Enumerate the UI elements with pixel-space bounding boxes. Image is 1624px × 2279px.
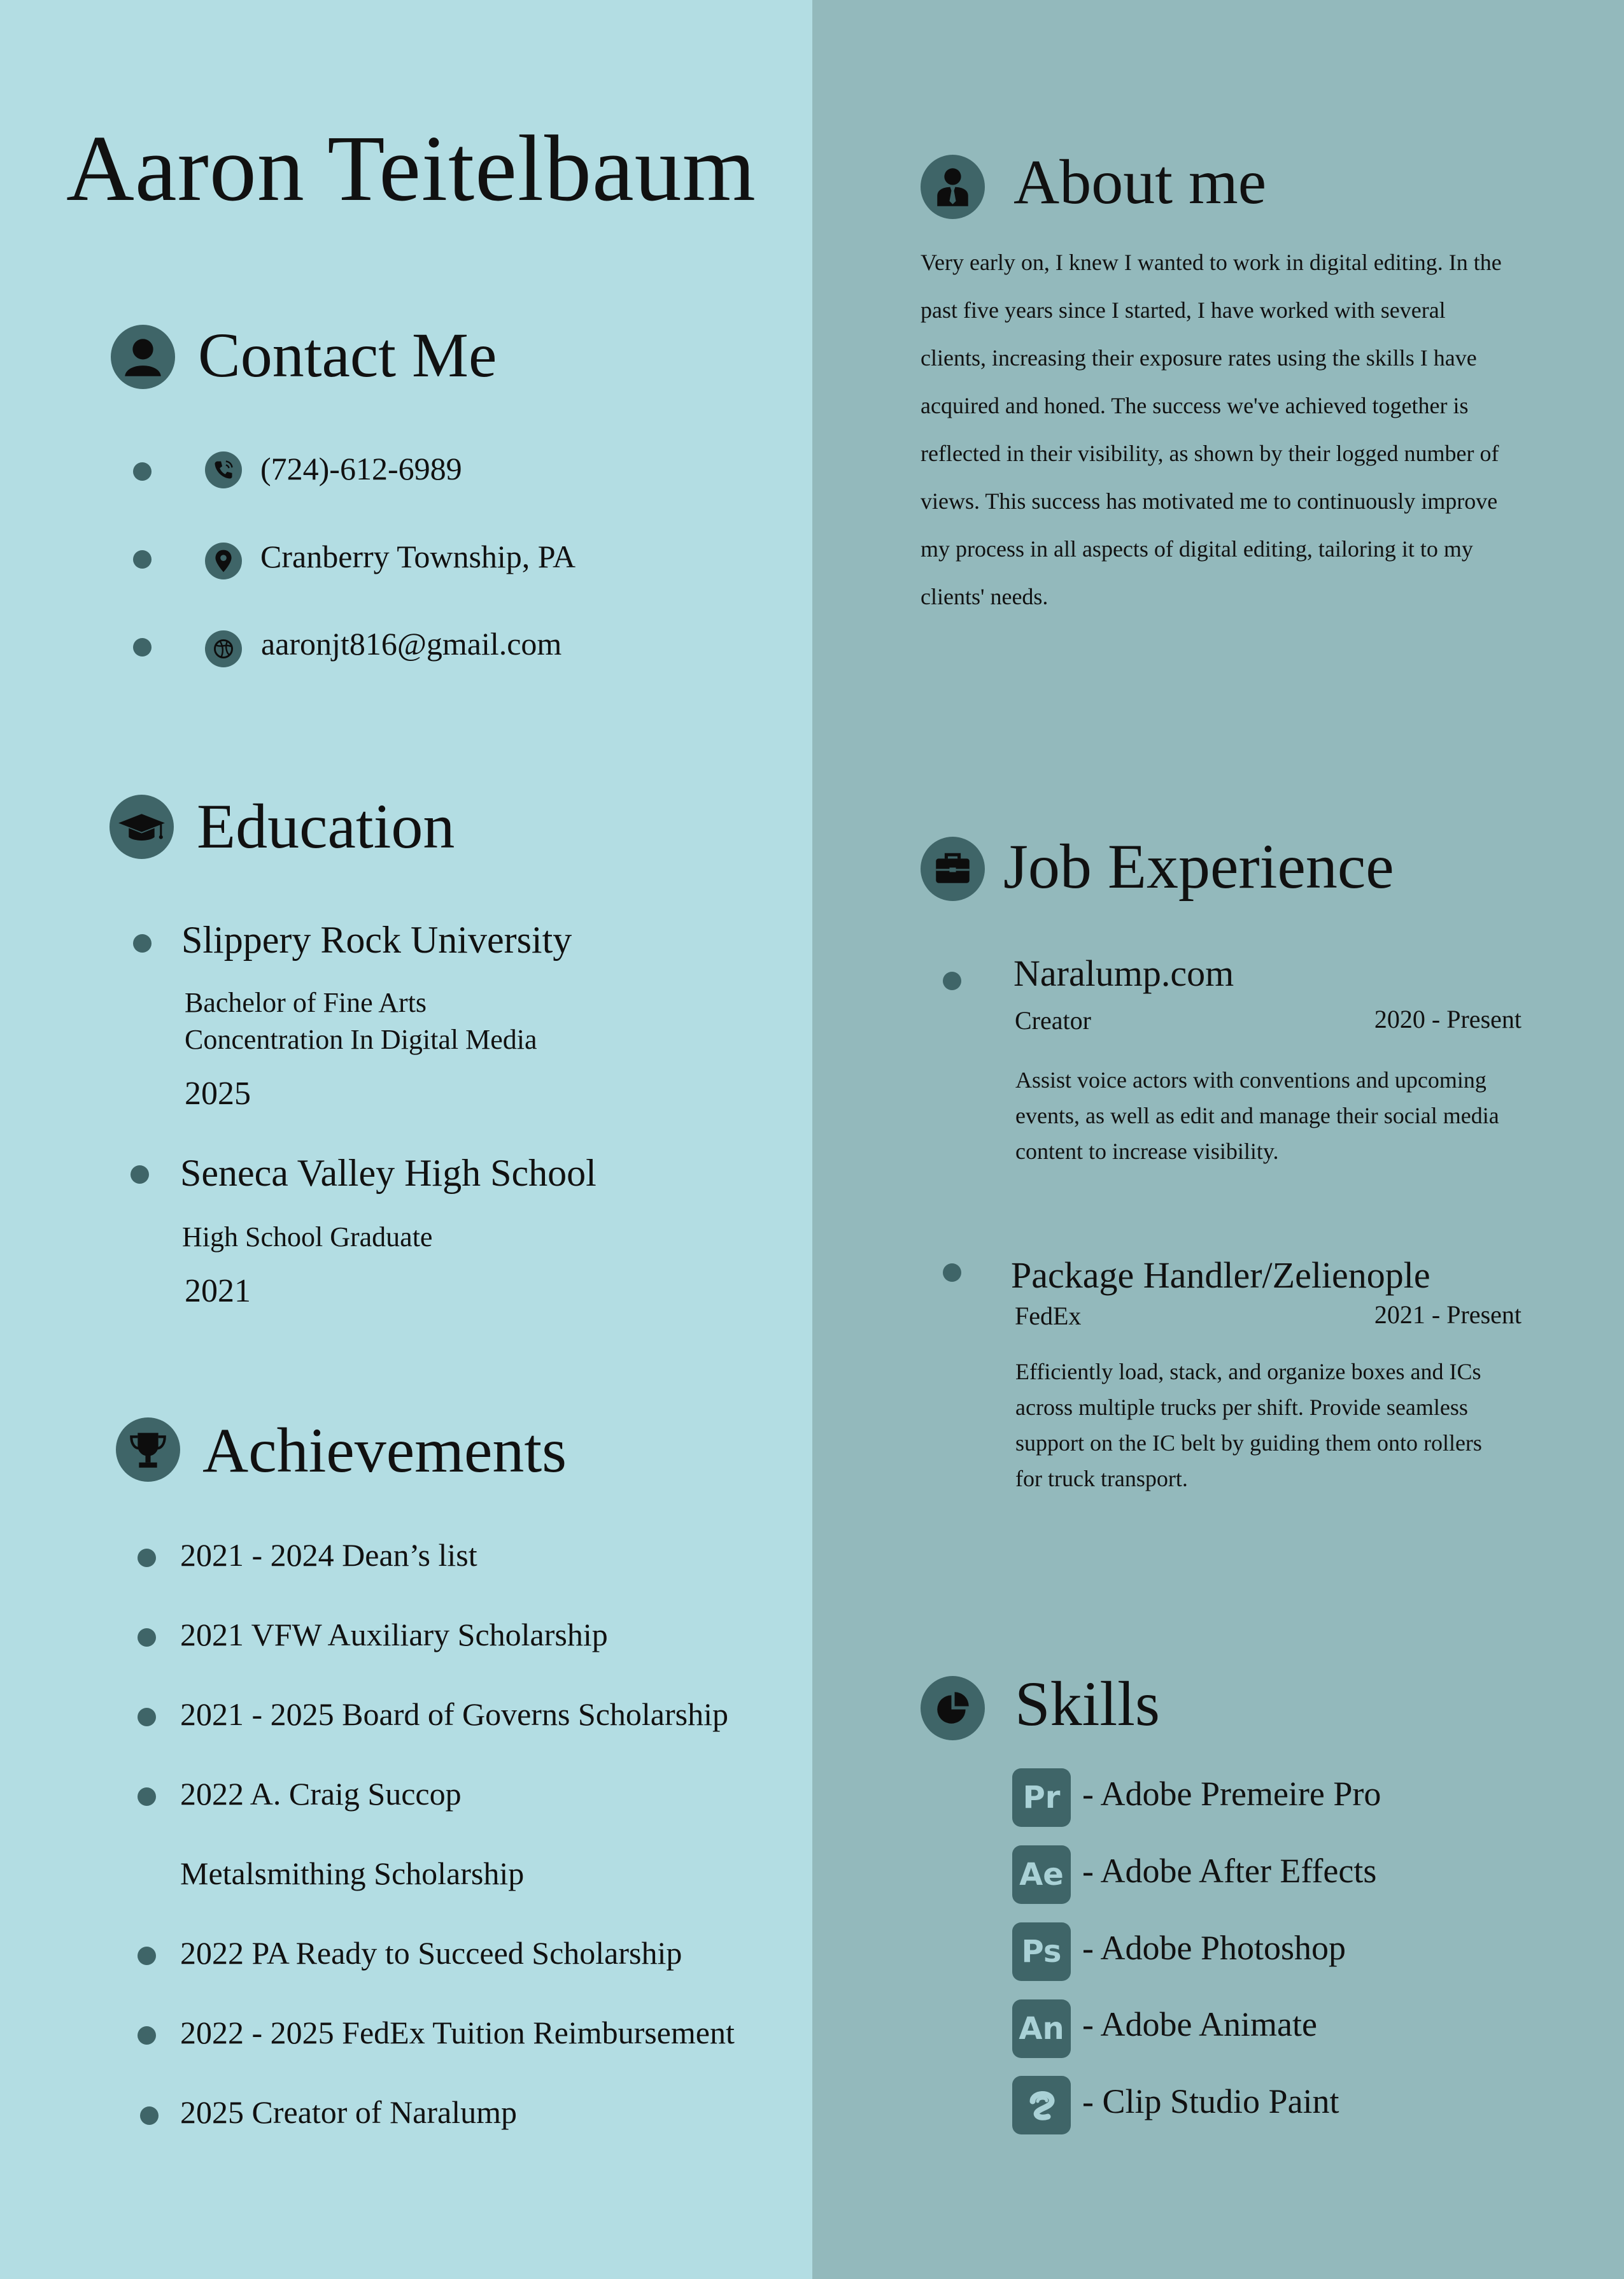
resume-name: Aaron Teitelbaum — [66, 117, 756, 221]
education-degree-1: Bachelor of Fine Arts — [185, 987, 427, 1018]
bullet — [943, 1263, 961, 1282]
clip-studio-paint-icon — [1012, 2076, 1071, 2134]
job-role-2: FedEx — [1015, 1302, 1082, 1330]
bullet — [138, 1549, 156, 1567]
achievement-item-continued: Metalsmithing Scholarship — [180, 1856, 525, 1891]
bullet — [140, 2106, 159, 2125]
job-description-1: Assist voice actors with conventions and upcoming events, as well as edit and manage their social media content to increase visibility. — [1015, 1067, 1499, 1164]
education-title: Education — [197, 791, 455, 862]
contact-phone[interactable]: (724)-612-6989 — [260, 451, 462, 486]
bullet — [138, 1708, 156, 1726]
job-dates-1: 2020 - Present — [1374, 1005, 1522, 1033]
contact-title: Contact Me — [198, 320, 497, 390]
skill-item: - Adobe Premeire Pro — [1082, 1775, 1381, 1813]
globe-icon — [205, 630, 242, 667]
job-company-2: Package Handler/Zelienople — [1011, 1254, 1430, 1296]
bullet — [138, 1947, 156, 1965]
achievement-item: 2021 - 2025 Board of Governs Scholarship — [180, 1696, 728, 1732]
about-title: About me — [1013, 146, 1267, 217]
phone-icon — [205, 451, 242, 488]
contact-email[interactable]: aaronjt816@gmail.com — [261, 626, 562, 662]
education-year-1: 2025 — [185, 1076, 251, 1112]
map-pin-icon — [205, 543, 242, 579]
premiere-pro-logo: Pr — [1012, 1768, 1071, 1827]
bullet — [131, 1165, 149, 1184]
skill-item: - Adobe Photoshop — [1082, 1929, 1346, 1967]
job-company-1: Naralump.com — [1013, 953, 1234, 994]
education-school-2: Seneca Valley High School — [180, 1152, 597, 1194]
pie-chart-icon — [921, 1676, 985, 1740]
bullet — [138, 1628, 156, 1647]
bullet — [133, 462, 152, 481]
achievement-item: 2022 A. Craig Succop — [180, 1776, 462, 1812]
achievement-item: 2022 PA Ready to Succeed Scholarship — [180, 1935, 682, 1971]
achievement-item: 2022 - 2025 FedEx Tuition Reimbursement — [180, 2015, 735, 2050]
education-year-2: 2021 — [185, 1273, 251, 1309]
achievement-item: 2021 VFW Auxiliary Scholarship — [180, 1617, 608, 1652]
bullet — [138, 1787, 156, 1806]
bullet — [943, 972, 961, 990]
education-degree-2: High School Graduate — [182, 1221, 433, 1253]
achievements-title: Achievements — [202, 1415, 567, 1486]
education-concentration-1: Concentration In Digital Media — [185, 1024, 537, 1055]
education-school-1: Slippery Rock University — [181, 919, 572, 961]
animate-logo: An — [1012, 1999, 1071, 2058]
businessman-icon — [921, 155, 985, 219]
jobs-title: Job Experience — [1003, 831, 1394, 902]
photoshop-logo: Ps — [1012, 1922, 1071, 1981]
bullet — [133, 550, 152, 569]
bullet — [133, 934, 152, 953]
job-description-2: Efficiently load, stack, and organize boxes and ICs across multiple trucks per shift. Provide seamless support on the IC belt by guiding them onto rollers for truck transport. — [1015, 1359, 1482, 1491]
bullet — [133, 638, 152, 657]
contact-location: Cranberry Township, PA — [260, 539, 576, 574]
about-paragraph: Very early on, I knew I wanted to work in digital editing. In the past five years since I started, I have worked with several clients, increasing their exposure rates using the skills I have acquired and honed. The success we've achieved together is reflected in their visibility, as shown by their logged number of views. This success has motivated me to continuously improve my process in all aspects of digital editing, tailoring it to my clients' needs. — [921, 250, 1502, 609]
skill-item: - Adobe Animate — [1082, 2005, 1317, 2043]
user-icon — [111, 325, 175, 389]
skill-item: - Adobe After Effects — [1082, 1852, 1377, 1890]
skills-title: Skills — [1015, 1668, 1160, 1739]
achievement-item: 2021 - 2024 Dean’s list — [180, 1537, 477, 1573]
achievement-item: 2025 Creator of Naralump — [180, 2094, 518, 2130]
bullet — [138, 2026, 156, 2045]
after-effects-logo: Ae — [1012, 1845, 1071, 1904]
skill-item: - Clip Studio Paint — [1082, 2082, 1339, 2120]
job-role-1: Creator — [1015, 1006, 1091, 1035]
graduation-cap-icon — [109, 795, 174, 859]
briefcase-icon — [921, 837, 985, 901]
trophy-icon — [116, 1417, 180, 1482]
job-dates-2: 2021 - Present — [1374, 1300, 1522, 1329]
